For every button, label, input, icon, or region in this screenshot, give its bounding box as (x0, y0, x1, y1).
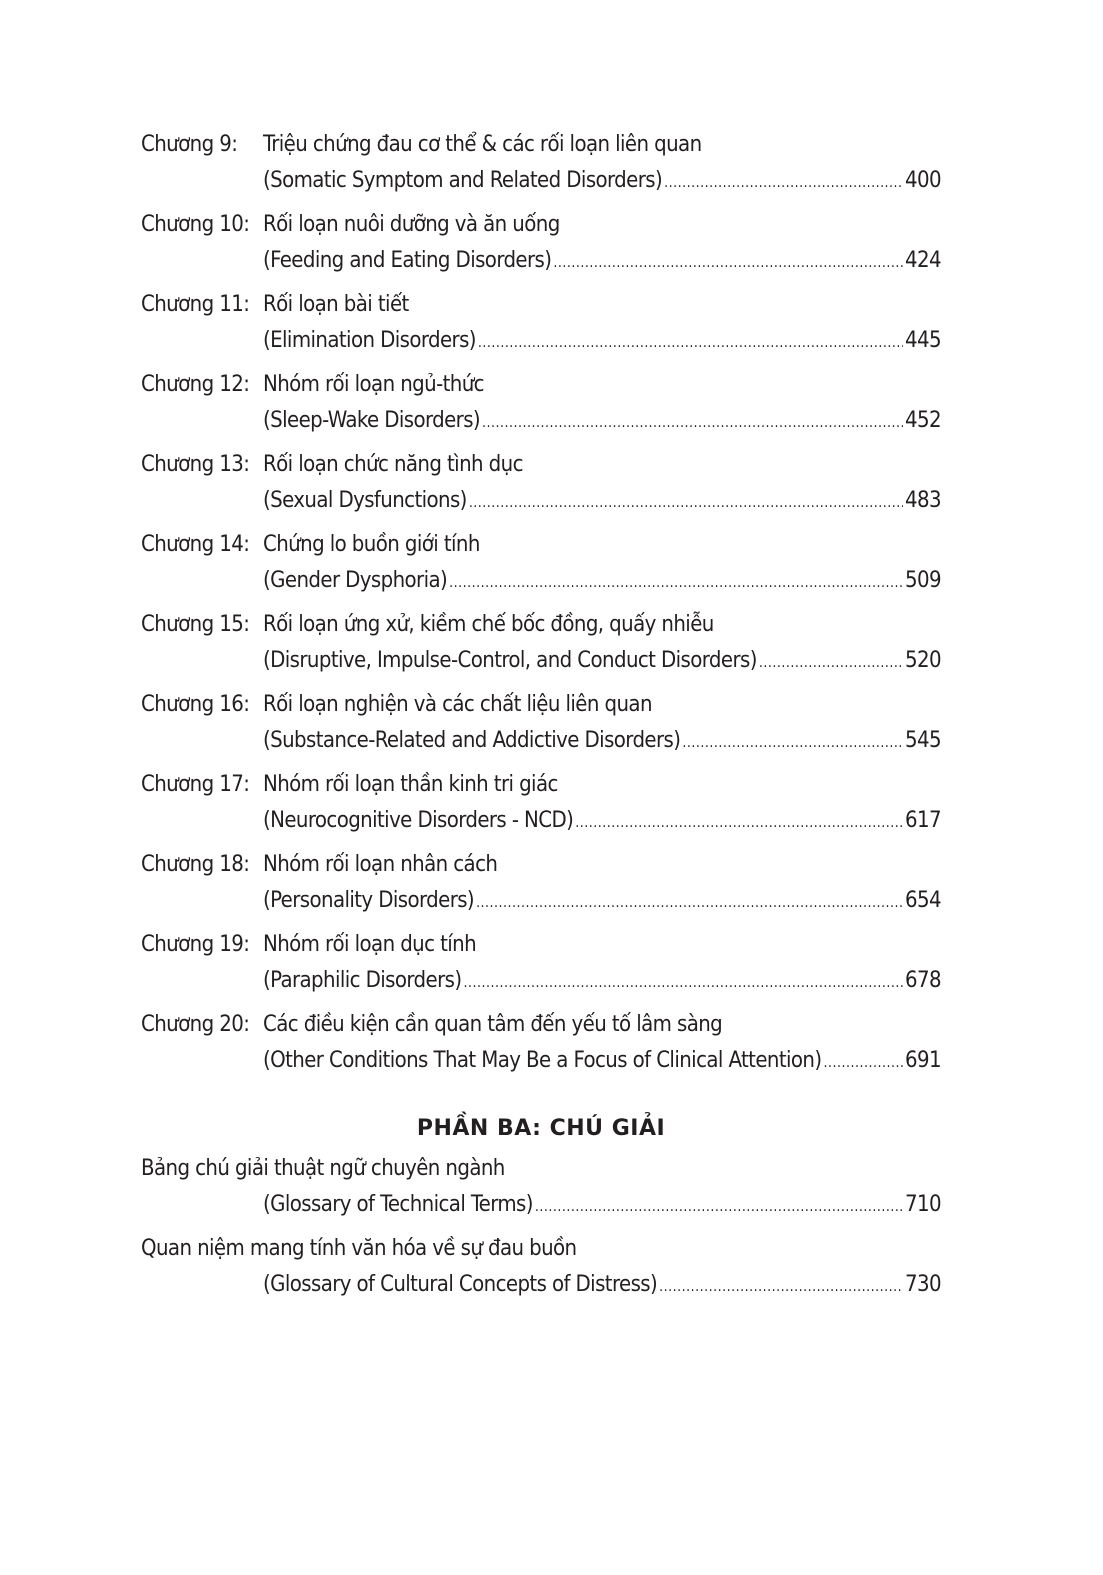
section-heading: PHẦN BA: CHÚ GIẢI (416, 1116, 666, 1141)
table-of-contents (141, 128, 941, 1297)
toc-entry-glossary-technical[interactable] (141, 1152, 941, 1232)
chapter-label: Chương 14: (141, 532, 250, 557)
chapter-title-en: (Neurocognitive Disorders - NCD) (263, 808, 574, 833)
chapter-title-en: (Gender Dysphoria) (263, 568, 448, 593)
chapter-title-en: (Disruptive, Impulse-Control, and Conduct Disorders) (263, 648, 757, 673)
chapter-label: Chương 16: (141, 692, 250, 717)
chapter-title-vi: Rối loạn nghiện và các chất liệu liên quan (263, 692, 652, 717)
chapter-title-en: (Feeding and Eating Disorders) (263, 248, 552, 273)
page-number: 424 (905, 248, 941, 273)
toc-entry-glossary-cultural[interactable] (141, 1232, 941, 1312)
chapter-title-en: (Other Conditions That May Be a Focus of Clinical Attention) (263, 1048, 822, 1073)
page-number: 710 (905, 1192, 941, 1217)
chapter-label: Chương 13: (141, 452, 250, 477)
chapter-title-vi: Nhóm rối loạn nhân cách (263, 852, 498, 877)
chapter-title-vi: Rối loạn bài tiết (263, 292, 409, 317)
dot-leader (659, 1270, 903, 1304)
toc-entry-chapter-19[interactable] (141, 928, 941, 1008)
dot-leader (463, 966, 903, 1000)
toc-entry-chapter-13[interactable] (141, 448, 941, 528)
chapter-title-vi: Triệu chứng đau cơ thể & các rối loạn liên quan (263, 132, 702, 157)
page-number: 545 (905, 728, 941, 753)
chapter-title-en: (Sleep-Wake Disorders) (263, 408, 481, 433)
glossary-title-en: (Glossary of Cultural Concepts of Distress) (263, 1272, 658, 1297)
chapter-title-vi: Rối loạn chức năng tình dục (263, 452, 523, 477)
toc-entry-chapter-9[interactable] (141, 128, 941, 208)
page-number: 483 (905, 488, 941, 513)
page-number: 678 (905, 968, 941, 993)
page-number: 520 (905, 648, 941, 673)
toc-entry-chapter-16[interactable] (141, 688, 941, 768)
chapter-label: Chương 19: (141, 932, 250, 957)
page-number: 730 (905, 1272, 941, 1297)
chapter-title-en: (Personality Disorders) (263, 888, 475, 913)
toc-entry-chapter-14[interactable] (141, 528, 941, 608)
dot-leader (575, 806, 903, 840)
dot-leader (759, 646, 903, 680)
chapter-title-vi: Nhóm rối loạn dục tính (263, 932, 477, 957)
glossary-title-vi: Bảng chú giải thuật ngữ chuyên ngành (141, 1156, 505, 1181)
dot-leader (449, 566, 903, 600)
page-number: 400 (905, 168, 941, 193)
page-number: 452 (905, 408, 941, 433)
toc-entry-chapter-10[interactable] (141, 208, 941, 288)
chapter-label: Chương 9: (141, 132, 238, 157)
dot-leader (664, 166, 903, 200)
toc-entry-chapter-15[interactable] (141, 608, 941, 688)
dot-leader (469, 486, 903, 520)
chapter-label: Chương 11: (141, 292, 250, 317)
chapter-title-en: (Elimination Disorders) (263, 328, 476, 353)
page-number: 654 (905, 888, 941, 913)
chapter-title-en: (Paraphilic Disorders) (263, 968, 462, 993)
chapter-title-en: (Sexual Dysfunctions) (263, 488, 467, 513)
toc-entry-chapter-17[interactable] (141, 768, 941, 848)
chapter-title-vi: Rối loạn ứng xử, kiềm chế bốc đồng, quấy nhiễu (263, 612, 714, 637)
page-number: 617 (905, 808, 941, 833)
chapter-title-vi: Rối loạn nuôi dưỡng và ăn uống (263, 212, 560, 237)
chapter-title-en: (Somatic Symptom and Related Disorders) (263, 168, 663, 193)
dot-leader (535, 1190, 903, 1224)
chapter-title-en: (Substance-Related and Addictive Disorders) (263, 728, 681, 753)
chapter-label: Chương 17: (141, 772, 250, 797)
chapter-label: Chương 10: (141, 212, 250, 237)
dot-leader (478, 326, 903, 360)
chapter-label: Chương 15: (141, 612, 250, 637)
dot-leader (553, 246, 903, 280)
glossary-title-en: (Glossary of Technical Terms) (263, 1192, 533, 1217)
toc-entry-chapter-20[interactable] (141, 1008, 941, 1088)
dot-leader (823, 1046, 903, 1080)
page-number: 445 (905, 328, 941, 353)
chapter-label: Chương 20: (141, 1012, 250, 1037)
toc-entry-chapter-11[interactable] (141, 288, 941, 368)
toc-entry-chapter-18[interactable] (141, 848, 941, 928)
chapter-title-vi: Các điều kiện cần quan tâm đến yếu tố lâm sàng (263, 1012, 723, 1037)
chapter-title-vi: Nhóm rối loạn ngủ-thức (263, 372, 484, 397)
chapter-title-vi: Chứng lo buồn giới tính (263, 532, 480, 557)
page-number: 509 (905, 568, 941, 593)
glossary-title-vi: Quan niệm mang tính văn hóa về sự đau buồn (141, 1236, 577, 1261)
dot-leader (482, 406, 903, 440)
chapter-label: Chương 18: (141, 852, 250, 877)
dot-leader (682, 726, 903, 760)
chapter-title-vi: Nhóm rối loạn thần kinh tri giác (263, 772, 558, 797)
page-number: 691 (905, 1048, 941, 1073)
toc-entry-chapter-12[interactable] (141, 368, 941, 448)
dot-leader (476, 886, 903, 920)
chapter-label: Chương 12: (141, 372, 250, 397)
